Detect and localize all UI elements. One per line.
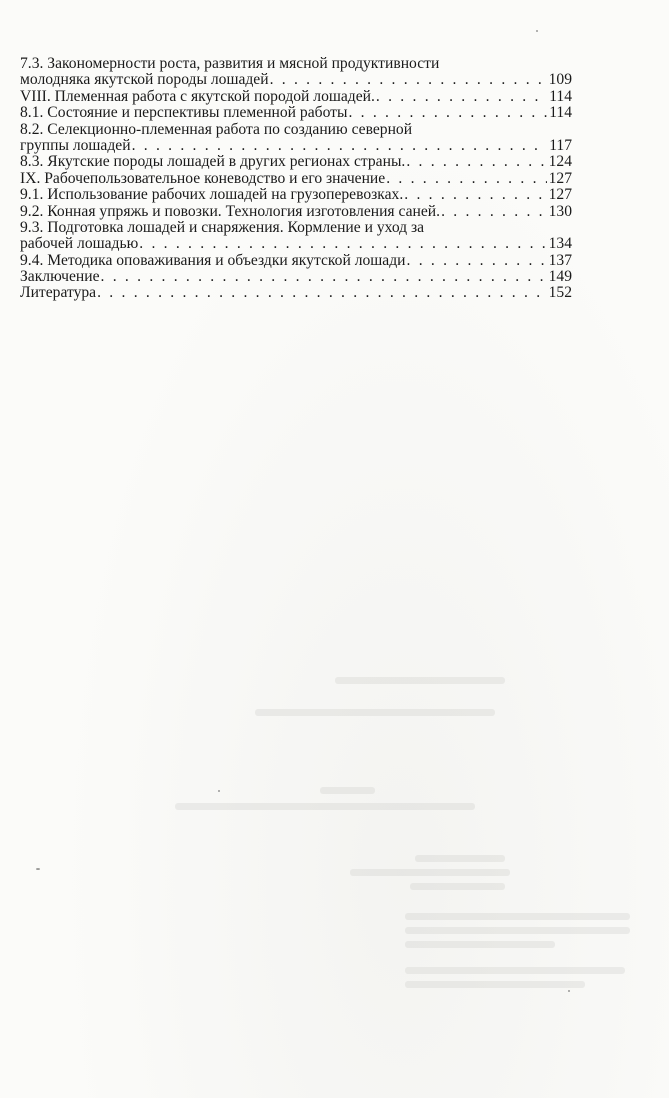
dot-leader <box>406 154 546 170</box>
toc-page-number: 117 <box>549 137 572 154</box>
dot-leader <box>441 204 547 220</box>
dot-leader <box>386 171 546 187</box>
toc-entry-viii <box>20 89 572 105</box>
dot-leader <box>376 89 547 105</box>
scan-speck <box>36 868 40 870</box>
toc-entry-title: 9.4. Методика оповаживания и объездки якутской лошади <box>20 252 406 269</box>
toc-entry-8-2 <box>20 122 572 155</box>
toc-entry-last-line <box>20 105 572 121</box>
toc-page-number: 137 <box>548 252 572 269</box>
toc-entry-9-4 <box>20 253 572 269</box>
toc-page-number: 127 <box>548 187 572 204</box>
toc-page-number: 114 <box>549 88 572 105</box>
toc-entry-text-line <box>20 122 572 138</box>
toc-entry-last-line <box>20 236 572 252</box>
table-of-contents <box>20 56 572 302</box>
toc-entry-text-line <box>20 56 572 72</box>
toc-page-number: 149 <box>548 269 572 286</box>
toc-entry-8-3 <box>20 154 572 170</box>
toc-entry-9-1 <box>20 187 572 203</box>
toc-entry-title: VIII. Племенная работа с якутской породой лошадей. <box>20 88 375 105</box>
toc-entry-conclusion <box>20 269 572 285</box>
dot-leader <box>404 187 546 203</box>
toc-entry-title: 8.1. Состояние и перспективы племенной работы <box>20 105 348 122</box>
toc-entry-last-line <box>20 171 572 187</box>
toc-entry-last-line <box>20 154 572 170</box>
dot-leader <box>348 105 547 121</box>
dot-leader <box>407 253 547 269</box>
toc-page-number: 114 <box>549 105 572 122</box>
dot-leader <box>270 72 547 88</box>
dot-leader <box>132 138 548 154</box>
toc-entry-last-line <box>20 285 572 301</box>
toc-entry-title: 8.3. Якутские породы лошадей в других регионах страны. <box>20 154 406 171</box>
toc-page-number: 109 <box>548 72 572 89</box>
toc-entry-last-line <box>20 89 572 105</box>
toc-entry-title: рабочей лошадью <box>20 236 139 253</box>
show-through-imprint <box>175 655 615 1015</box>
toc-entry-title: 9.1. Использование рабочих лошадей на грузоперевозках. <box>20 187 404 204</box>
toc-page-number: 127 <box>548 170 572 187</box>
scan-speck <box>218 790 220 792</box>
toc-entry-title: 9.2. Конная упряжь и повозки. Технология изготовления саней. <box>20 203 441 220</box>
toc-entry-last-line <box>20 138 572 154</box>
toc-entry-last-line <box>20 204 572 220</box>
scan-speck <box>568 990 570 992</box>
toc-entry-title: 8.2. Селекционно-племенная работа по созданию северной <box>20 121 413 138</box>
toc-entry-title: Заключение <box>20 269 100 286</box>
toc-entry-last-line <box>20 269 572 285</box>
dot-leader <box>97 285 547 301</box>
toc-entry-text-line <box>20 220 572 236</box>
toc-entry-8-1 <box>20 105 572 121</box>
toc-entry-title: 9.3. Подготовка лошадей и снаряжения. Кормление и уход за <box>20 219 425 236</box>
toc-entry-9-2 <box>20 204 572 220</box>
toc-page-number: 134 <box>548 236 572 253</box>
toc-entry-last-line <box>20 187 572 203</box>
toc-entry-last-line <box>20 72 572 88</box>
toc-entry-7-3 <box>20 56 572 89</box>
toc-entry-last-line <box>20 253 572 269</box>
toc-entry-ix <box>20 171 572 187</box>
toc-entry-literature <box>20 285 572 301</box>
toc-entry-title: 7.3. Закономерности роста, развития и мясной продуктивности <box>20 56 440 72</box>
toc-entry-title: Литература <box>20 285 97 302</box>
dot-leader <box>101 269 547 285</box>
scan-speck <box>536 30 538 32</box>
toc-entry-9-3 <box>20 220 572 253</box>
dot-leader <box>139 236 546 252</box>
toc-page-number: 130 <box>548 203 572 220</box>
toc-entry-title: молодняка якутской породы лошадей <box>20 72 269 89</box>
toc-page-number: 152 <box>548 285 572 302</box>
toc-page-number: 124 <box>548 154 572 171</box>
toc-entry-title: группы лошадей <box>20 137 131 154</box>
toc-entry-title: IX. Рабочепользовательное коневодство и его значение <box>20 170 386 187</box>
